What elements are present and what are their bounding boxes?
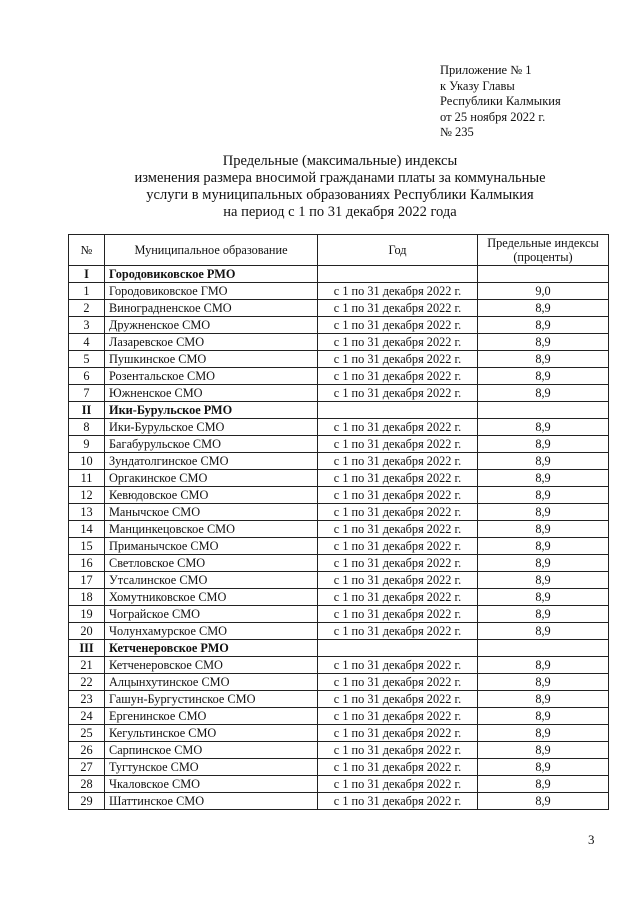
document-title: [90, 153, 590, 221]
cell-municipality: Манычское СМО: [105, 504, 318, 521]
cell-municipality: Сарпинское СМО: [105, 742, 318, 759]
cell-year: с 1 по 31 декабря 2022 г.: [318, 453, 478, 470]
cell-index: 8,9: [478, 793, 609, 810]
table-row: [69, 419, 609, 436]
cell-num: 11: [69, 470, 105, 487]
cell-index: 8,9: [478, 470, 609, 487]
table-row: [69, 589, 609, 606]
cell-index: 8,9: [478, 691, 609, 708]
table-row: [69, 317, 609, 334]
cell-year: с 1 по 31 декабря 2022 г.: [318, 521, 478, 538]
table-row: [69, 521, 609, 538]
cell-num: 9: [69, 436, 105, 453]
cell-num: III: [69, 640, 105, 657]
cell-num: 20: [69, 623, 105, 640]
cell-index: 8,9: [478, 419, 609, 436]
cell-index: 8,9: [478, 504, 609, 521]
cell-num: 19: [69, 606, 105, 623]
table-row: [69, 283, 609, 300]
cell-index: 8,9: [478, 300, 609, 317]
cell-year: с 1 по 31 декабря 2022 г.: [318, 504, 478, 521]
table-row: [69, 674, 609, 691]
table-row: [69, 555, 609, 572]
table-row: [69, 708, 609, 725]
cell-num: 16: [69, 555, 105, 572]
cell-num: 25: [69, 725, 105, 742]
cell-index: 8,9: [478, 317, 609, 334]
cell-municipality: Городовиковское ГМО: [105, 283, 318, 300]
cell-municipality: Багабурульское СМО: [105, 436, 318, 453]
cell-index: 8,9: [478, 742, 609, 759]
cell-year: с 1 по 31 декабря 2022 г.: [318, 776, 478, 793]
table-row: [69, 300, 609, 317]
cell-index: [478, 640, 609, 657]
header-year: Год: [318, 235, 478, 266]
cell-municipality: Розентальское СМО: [105, 368, 318, 385]
cell-num: 28: [69, 776, 105, 793]
cell-municipality: Лазаревское СМО: [105, 334, 318, 351]
cell-year: с 1 по 31 декабря 2022 г.: [318, 487, 478, 504]
cell-year: с 1 по 31 декабря 2022 г.: [318, 742, 478, 759]
cell-num: 8: [69, 419, 105, 436]
cell-num: 14: [69, 521, 105, 538]
cell-num: 18: [69, 589, 105, 606]
cell-index: 8,9: [478, 759, 609, 776]
cell-municipality: Чолунхамурское СМО: [105, 623, 318, 640]
cell-num: 12: [69, 487, 105, 504]
cell-municipality: Чограйское СМО: [105, 606, 318, 623]
cell-num: 4: [69, 334, 105, 351]
table-row: [69, 776, 609, 793]
cell-index: 8,9: [478, 589, 609, 606]
cell-year: с 1 по 31 декабря 2022 г.: [318, 759, 478, 776]
cell-index: [478, 266, 609, 283]
cell-num: 15: [69, 538, 105, 555]
cell-year: с 1 по 31 декабря 2022 г.: [318, 674, 478, 691]
cell-municipality: Кетченеровское РМО: [105, 640, 318, 657]
cell-year: с 1 по 31 декабря 2022 г.: [318, 555, 478, 572]
cell-year: с 1 по 31 декабря 2022 г.: [318, 606, 478, 623]
indices-table: [68, 234, 609, 810]
cell-municipality: Алцынхутинское СМО: [105, 674, 318, 691]
cell-municipality: Манцинкецовское СМО: [105, 521, 318, 538]
table-header: [69, 235, 609, 266]
cell-num: 21: [69, 657, 105, 674]
cell-year: с 1 по 31 декабря 2022 г.: [318, 419, 478, 436]
table-row: [69, 742, 609, 759]
cell-year: [318, 402, 478, 419]
table-row: [69, 487, 609, 504]
cell-index: 8,9: [478, 538, 609, 555]
cell-num: 10: [69, 453, 105, 470]
cell-index: 8,9: [478, 351, 609, 368]
cell-num: 6: [69, 368, 105, 385]
title-line: изменения размера вносимой гражданами платы за коммунальные: [134, 170, 546, 186]
cell-municipality: Тугтунское СМО: [105, 759, 318, 776]
table-row: [69, 470, 609, 487]
cell-year: с 1 по 31 декабря 2022 г.: [318, 368, 478, 385]
appendix-block: [440, 63, 561, 141]
cell-municipality: Оргакинское СМО: [105, 470, 318, 487]
cell-index: 8,9: [478, 368, 609, 385]
cell-year: с 1 по 31 декабря 2022 г.: [318, 657, 478, 674]
page-number: 3: [588, 832, 595, 847]
cell-index: 8,9: [478, 623, 609, 640]
cell-index: 8,9: [478, 776, 609, 793]
cell-num: 24: [69, 708, 105, 725]
appendix-line: № 235: [440, 125, 474, 139]
cell-num: 3: [69, 317, 105, 334]
cell-index: 8,9: [478, 453, 609, 470]
table-row: [69, 368, 609, 385]
cell-index: 8,9: [478, 572, 609, 589]
cell-municipality: Виноградненское СМО: [105, 300, 318, 317]
title-line: услуги в муниципальных образованиях Республики Калмыкия: [146, 187, 534, 203]
title-line: Предельные (максимальные) индексы: [222, 153, 458, 169]
cell-year: с 1 по 31 декабря 2022 г.: [318, 572, 478, 589]
cell-municipality: Гашун-Бургустинское СМО: [105, 691, 318, 708]
cell-municipality: Шаттинское СМО: [105, 793, 318, 810]
cell-num: I: [69, 266, 105, 283]
header-num: №: [69, 235, 105, 266]
cell-municipality: Кевюдовское СМО: [105, 487, 318, 504]
cell-year: с 1 по 31 декабря 2022 г.: [318, 334, 478, 351]
cell-year: с 1 по 31 декабря 2022 г.: [318, 300, 478, 317]
cell-index: 8,9: [478, 436, 609, 453]
cell-year: с 1 по 31 декабря 2022 г.: [318, 725, 478, 742]
cell-year: с 1 по 31 декабря 2022 г.: [318, 708, 478, 725]
cell-municipality: Ики-Бурульское СМО: [105, 419, 318, 436]
cell-year: [318, 266, 478, 283]
cell-municipality: Кетченеровское СМО: [105, 657, 318, 674]
cell-municipality: Кегультинское СМО: [105, 725, 318, 742]
cell-year: с 1 по 31 декабря 2022 г.: [318, 538, 478, 555]
cell-index: 8,9: [478, 385, 609, 402]
header-row: [69, 235, 609, 266]
table-row: [69, 453, 609, 470]
cell-num: 5: [69, 351, 105, 368]
cell-num: 26: [69, 742, 105, 759]
table-row: [69, 538, 609, 555]
cell-num: 22: [69, 674, 105, 691]
title-line: на период с 1 по 31 декабря 2022 года: [223, 204, 457, 220]
cell-num: 1: [69, 283, 105, 300]
cell-index: 8,9: [478, 657, 609, 674]
cell-num: 27: [69, 759, 105, 776]
cell-municipality: Пушкинское СМО: [105, 351, 318, 368]
appendix-line: от 25 ноября 2022 г.: [440, 109, 546, 124]
cell-municipality: Ики-Бурульское РМО: [105, 402, 318, 419]
table-row: [69, 351, 609, 368]
cell-year: [318, 640, 478, 657]
cell-num: 17: [69, 572, 105, 589]
cell-municipality: Зундатолгинское СМО: [105, 453, 318, 470]
cell-num: 13: [69, 504, 105, 521]
table-body: [69, 266, 609, 810]
table-row: [69, 623, 609, 640]
cell-municipality: Хомутниковское СМО: [105, 589, 318, 606]
cell-municipality: Чкаловское СМО: [105, 776, 318, 793]
cell-year: с 1 по 31 декабря 2022 г.: [318, 351, 478, 368]
table-row: [69, 504, 609, 521]
table-row: [69, 725, 609, 742]
cell-municipality: Городовиковское РМО: [105, 266, 318, 283]
cell-year: с 1 по 31 декабря 2022 г.: [318, 317, 478, 334]
cell-index: 8,9: [478, 521, 609, 538]
cell-year: с 1 по 31 декабря 2022 г.: [318, 589, 478, 606]
cell-index: 8,9: [478, 725, 609, 742]
cell-index: 8,9: [478, 555, 609, 572]
table-row: [69, 436, 609, 453]
cell-year: с 1 по 31 декабря 2022 г.: [318, 793, 478, 810]
table-row: [69, 657, 609, 674]
cell-municipality: Утсалинское СМО: [105, 572, 318, 589]
cell-index: [478, 402, 609, 419]
cell-year: с 1 по 31 декабря 2022 г.: [318, 436, 478, 453]
cell-index: 8,9: [478, 487, 609, 504]
cell-municipality: Дружненское СМО: [105, 317, 318, 334]
cell-year: с 1 по 31 декабря 2022 г.: [318, 283, 478, 300]
cell-year: с 1 по 31 декабря 2022 г.: [318, 385, 478, 402]
table-group-row: [69, 266, 609, 283]
cell-num: II: [69, 402, 105, 419]
appendix-line: к Указу Главы: [440, 78, 515, 93]
table-row: [69, 385, 609, 402]
cell-index: 8,9: [478, 674, 609, 691]
cell-year: с 1 по 31 декабря 2022 г.: [318, 470, 478, 487]
table-group-row: [69, 640, 609, 657]
table-row: [69, 691, 609, 708]
cell-num: 29: [69, 793, 105, 810]
header-municipality: Муниципальное образование: [105, 235, 318, 266]
appendix-line: Приложение № 1: [440, 63, 532, 77]
cell-year: с 1 по 31 декабря 2022 г.: [318, 623, 478, 640]
cell-index: 8,9: [478, 334, 609, 351]
cell-municipality: Южненское СМО: [105, 385, 318, 402]
table-row: [69, 606, 609, 623]
cell-year: с 1 по 31 декабря 2022 г.: [318, 691, 478, 708]
cell-num: 23: [69, 691, 105, 708]
cell-index: 8,9: [478, 606, 609, 623]
cell-num: 2: [69, 300, 105, 317]
table-row: [69, 759, 609, 776]
cell-index: 8,9: [478, 708, 609, 725]
cell-municipality: Приманычское СМО: [105, 538, 318, 555]
cell-municipality: Светловское СМО: [105, 555, 318, 572]
header-index: Предельные индексы (проценты): [478, 235, 609, 266]
cell-num: 7: [69, 385, 105, 402]
table-group-row: [69, 402, 609, 419]
cell-municipality: Ергенинское СМО: [105, 708, 318, 725]
appendix-line: Республики Калмыкия: [440, 94, 561, 108]
table-row: [69, 572, 609, 589]
cell-index: 9,0: [478, 283, 609, 300]
table-row: [69, 793, 609, 810]
table-row: [69, 334, 609, 351]
